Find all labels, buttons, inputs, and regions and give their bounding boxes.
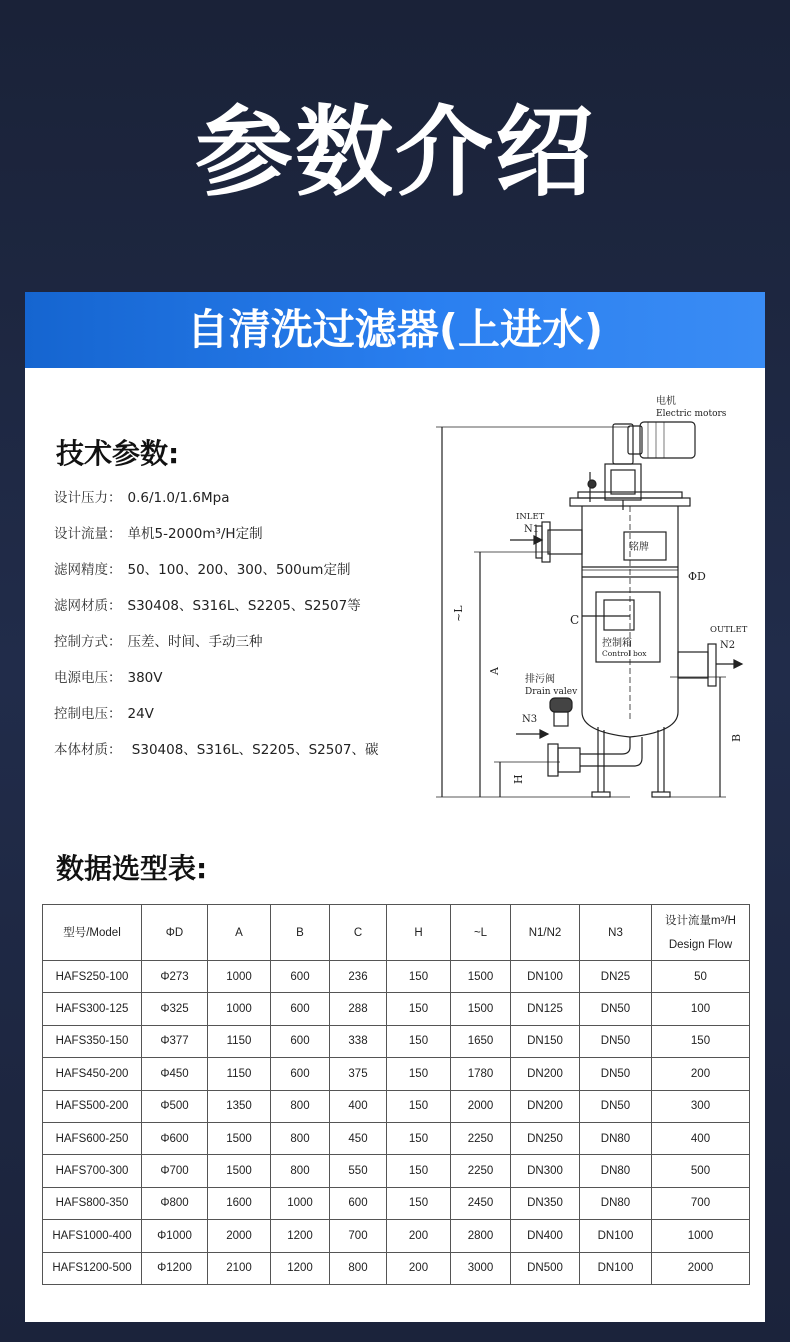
table-cell: 1650 bbox=[451, 1025, 511, 1057]
table-cell: 1500 bbox=[208, 1155, 271, 1187]
control-box-label-en: Control box bbox=[602, 649, 647, 658]
table-cell: Φ325 bbox=[142, 993, 208, 1025]
spec-value: S30408、S316L、S2205、S2507等 bbox=[127, 598, 361, 614]
spec-label: 控制方式： bbox=[54, 634, 122, 650]
table-header-cell: N1/N2 bbox=[511, 905, 580, 961]
table-cell: 2250 bbox=[451, 1122, 511, 1154]
table-cell: HAFS250-100 bbox=[43, 961, 142, 993]
l-dim-label: ~L bbox=[452, 605, 465, 622]
spec-label: 控制电压： bbox=[54, 706, 122, 722]
table-cell: HAFS600-250 bbox=[43, 1122, 142, 1154]
table-header-flow bbox=[652, 905, 750, 961]
table-cell: 2000 bbox=[208, 1220, 271, 1252]
table-cell: 1780 bbox=[451, 1058, 511, 1090]
table-cell: DN100 bbox=[580, 1252, 652, 1284]
table-cell: DN300 bbox=[511, 1155, 580, 1187]
control-box-label-cn: 控制箱 bbox=[602, 638, 632, 649]
selection-table bbox=[42, 904, 750, 1285]
table-cell: 700 bbox=[652, 1187, 750, 1219]
table-cell: Φ800 bbox=[142, 1187, 208, 1219]
table-cell: 600 bbox=[271, 1025, 330, 1057]
table-cell: DN25 bbox=[580, 961, 652, 993]
table-row bbox=[43, 961, 750, 993]
table-cell: 150 bbox=[387, 1122, 451, 1154]
flow-header-cn: 设计流量m³/H bbox=[665, 914, 736, 927]
table-cell: 338 bbox=[330, 1025, 387, 1057]
selection-table-wrap bbox=[42, 904, 749, 1285]
table-row bbox=[43, 1025, 750, 1057]
table-cell: 150 bbox=[387, 1155, 451, 1187]
table-row bbox=[43, 993, 750, 1025]
table-cell: DN350 bbox=[511, 1187, 580, 1219]
table-cell: 2000 bbox=[652, 1252, 750, 1284]
filter-diagram-svg bbox=[430, 392, 750, 807]
table-cell: DN200 bbox=[511, 1090, 580, 1122]
table-cell: 150 bbox=[387, 1187, 451, 1219]
table-cell: Φ450 bbox=[142, 1058, 208, 1090]
table-cell: 2250 bbox=[451, 1155, 511, 1187]
inlet-label: INLET bbox=[516, 512, 545, 522]
drain-label-en: Drain valev bbox=[525, 687, 578, 697]
table-cell: Φ377 bbox=[142, 1025, 208, 1057]
table-cell: 150 bbox=[387, 1058, 451, 1090]
spec-row bbox=[54, 632, 384, 668]
table-header-cell: ΦD bbox=[142, 905, 208, 961]
table-cell: 150 bbox=[387, 1090, 451, 1122]
table-cell: 800 bbox=[330, 1252, 387, 1284]
spec-label: 本体材质： bbox=[54, 742, 122, 758]
table-cell: DN80 bbox=[580, 1187, 652, 1219]
table-row bbox=[43, 1122, 750, 1154]
flow-header-en: Design Flow bbox=[668, 938, 733, 951]
table-cell: 150 bbox=[387, 961, 451, 993]
spec-value: 0.6/1.0/1.6Mpa bbox=[127, 490, 230, 506]
spec-row bbox=[54, 596, 384, 632]
spec-value: 380V bbox=[127, 670, 163, 686]
table-cell: 100 bbox=[652, 993, 750, 1025]
table-cell: 200 bbox=[652, 1058, 750, 1090]
table-cell: 800 bbox=[271, 1122, 330, 1154]
table-row bbox=[43, 1187, 750, 1219]
table-cell: DN80 bbox=[580, 1155, 652, 1187]
table-cell: 500 bbox=[652, 1155, 750, 1187]
table-cell: 600 bbox=[271, 1058, 330, 1090]
table-cell: 1000 bbox=[208, 961, 271, 993]
table-row bbox=[43, 1058, 750, 1090]
spec-row bbox=[54, 524, 384, 560]
table-cell: 150 bbox=[387, 1025, 451, 1057]
table-header-cell: ~L bbox=[451, 905, 511, 961]
motor-label-cn: 电机 bbox=[656, 396, 676, 407]
table-row bbox=[43, 1155, 750, 1187]
n2-label: N2 bbox=[720, 640, 736, 651]
spec-value: 压差、时间、手动三种 bbox=[127, 634, 263, 650]
product-card bbox=[25, 292, 765, 1322]
spec-list bbox=[54, 488, 384, 776]
table-cell: DN100 bbox=[511, 961, 580, 993]
table-header-cell: A bbox=[208, 905, 271, 961]
table-cell: 400 bbox=[330, 1090, 387, 1122]
n3-label: N3 bbox=[522, 714, 538, 725]
table-cell: 1200 bbox=[271, 1220, 330, 1252]
table-cell: 200 bbox=[387, 1220, 451, 1252]
table-cell: HAFS1000-400 bbox=[43, 1220, 142, 1252]
table-cell: 800 bbox=[271, 1090, 330, 1122]
table-cell: Φ700 bbox=[142, 1155, 208, 1187]
table-cell: Φ1200 bbox=[142, 1252, 208, 1284]
spec-label: 滤网材质： bbox=[54, 598, 122, 614]
table-cell: 200 bbox=[387, 1252, 451, 1284]
table-header-cell: C bbox=[330, 905, 387, 961]
table-cell: 600 bbox=[271, 961, 330, 993]
table-cell: DN50 bbox=[580, 993, 652, 1025]
table-cell: HAFS450-200 bbox=[43, 1058, 142, 1090]
spec-row bbox=[54, 740, 384, 776]
filter-diagram bbox=[430, 392, 750, 807]
table-cell: 1000 bbox=[208, 993, 271, 1025]
spec-label: 设计压力： bbox=[54, 490, 122, 506]
table-cell: 1000 bbox=[271, 1187, 330, 1219]
table-cell: DN500 bbox=[511, 1252, 580, 1284]
drain-valve bbox=[550, 698, 572, 712]
motor-label-en: Electric motors bbox=[656, 409, 727, 419]
table-cell: 1350 bbox=[208, 1090, 271, 1122]
spec-row bbox=[54, 488, 384, 524]
table-cell: 600 bbox=[271, 993, 330, 1025]
drain-label-cn: 排污阀 bbox=[525, 674, 555, 685]
table-cell: 1500 bbox=[208, 1122, 271, 1154]
table-cell: 2000 bbox=[451, 1090, 511, 1122]
table-row bbox=[43, 1090, 750, 1122]
table-cell: 2800 bbox=[451, 1220, 511, 1252]
spec-label: 电源电压： bbox=[54, 670, 122, 686]
card-header: 自清洗过滤器(上进水) bbox=[25, 292, 765, 368]
table-cell: HAFS350-150 bbox=[43, 1025, 142, 1057]
table-cell: 1500 bbox=[451, 993, 511, 1025]
table-cell: 600 bbox=[330, 1187, 387, 1219]
table-cell: 550 bbox=[330, 1155, 387, 1187]
table-cell: 150 bbox=[387, 993, 451, 1025]
h-dim-label: H bbox=[512, 774, 525, 784]
table-cell: 1200 bbox=[271, 1252, 330, 1284]
table-cell: 1500 bbox=[451, 961, 511, 993]
page-title: 参数介绍 bbox=[194, 96, 595, 210]
inlet-pipe bbox=[548, 530, 582, 554]
table-heading: 数据选型表: bbox=[56, 852, 208, 885]
table-cell: 1000 bbox=[652, 1220, 750, 1252]
table-cell: 2100 bbox=[208, 1252, 271, 1284]
spec-value: 单机5-2000m³/H定制 bbox=[127, 526, 263, 542]
table-cell: 1600 bbox=[208, 1187, 271, 1219]
spec-value: S30408、S316L、S2205、S2507、碳 bbox=[127, 742, 379, 758]
table-row bbox=[43, 1220, 750, 1252]
n1-label: N1 bbox=[524, 524, 540, 535]
table-cell: 700 bbox=[330, 1220, 387, 1252]
spec-row bbox=[54, 668, 384, 704]
table-cell: HAFS500-200 bbox=[43, 1090, 142, 1122]
table-cell: Φ600 bbox=[142, 1122, 208, 1154]
table-cell: DN200 bbox=[511, 1058, 580, 1090]
table-cell: DN50 bbox=[580, 1058, 652, 1090]
table-cell: HAFS700-300 bbox=[43, 1155, 142, 1187]
table-cell: DN250 bbox=[511, 1122, 580, 1154]
spec-value: 24V bbox=[127, 706, 154, 722]
outlet-label: OUTLET bbox=[710, 625, 748, 635]
table-cell: DN50 bbox=[580, 1025, 652, 1057]
spec-label: 滤网精度： bbox=[54, 562, 122, 578]
nameplate-label: 铭牌 bbox=[629, 542, 649, 553]
c-label: C bbox=[570, 613, 580, 627]
table-cell: Φ1000 bbox=[142, 1220, 208, 1252]
table-cell: 800 bbox=[271, 1155, 330, 1187]
spec-value: 50、100、200、300、500um定制 bbox=[127, 562, 351, 578]
gearbox bbox=[613, 424, 633, 464]
table-cell: 3000 bbox=[451, 1252, 511, 1284]
table-cell: 2450 bbox=[451, 1187, 511, 1219]
table-body bbox=[43, 961, 750, 1285]
table-cell: DN50 bbox=[580, 1090, 652, 1122]
table-cell: 288 bbox=[330, 993, 387, 1025]
spec-row bbox=[54, 560, 384, 596]
table-cell: Φ273 bbox=[142, 961, 208, 993]
table-cell: 375 bbox=[330, 1058, 387, 1090]
table-cell: 1150 bbox=[208, 1058, 271, 1090]
drain-pipe bbox=[580, 737, 630, 754]
spec-row bbox=[54, 704, 384, 740]
table-cell: 400 bbox=[652, 1122, 750, 1154]
table-header-cell: H bbox=[387, 905, 451, 961]
table-header-cell: 型号/Model bbox=[43, 905, 142, 961]
table-cell: HAFS800-350 bbox=[43, 1187, 142, 1219]
outlet-pipe bbox=[678, 652, 708, 678]
table-cell: HAFS1200-500 bbox=[43, 1252, 142, 1284]
tech-params-heading: 技术参数: bbox=[56, 437, 180, 470]
table-row bbox=[43, 1252, 750, 1284]
table-header-row bbox=[43, 905, 750, 961]
table-cell: HAFS300-125 bbox=[43, 993, 142, 1025]
table-cell: 150 bbox=[652, 1025, 750, 1057]
table-cell: DN400 bbox=[511, 1220, 580, 1252]
table-cell: 300 bbox=[652, 1090, 750, 1122]
phi-d-label: ΦD bbox=[688, 570, 706, 583]
table-cell: 50 bbox=[652, 961, 750, 993]
b-dim-label: B bbox=[730, 733, 743, 742]
spec-label: 设计流量： bbox=[54, 526, 122, 542]
table-cell: DN125 bbox=[511, 993, 580, 1025]
table-cell: DN150 bbox=[511, 1025, 580, 1057]
table-cell: DN100 bbox=[580, 1220, 652, 1252]
a-dim-label: A bbox=[488, 667, 501, 675]
table-header-cell: N3 bbox=[580, 905, 652, 961]
table-header-cell: B bbox=[271, 905, 330, 961]
table-cell: 450 bbox=[330, 1122, 387, 1154]
table-cell: DN80 bbox=[580, 1122, 652, 1154]
table-cell: Φ500 bbox=[142, 1090, 208, 1122]
table-cell: 1150 bbox=[208, 1025, 271, 1057]
table-cell: 236 bbox=[330, 961, 387, 993]
